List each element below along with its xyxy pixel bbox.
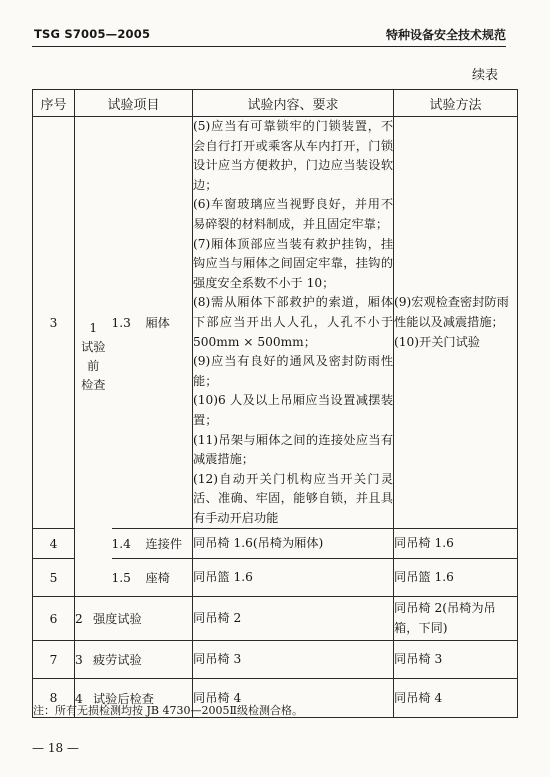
test-item-name: 强度试验 — [93, 612, 142, 627]
sub-item-name: 座椅 — [145, 571, 170, 586]
row-no: 3 — [33, 117, 75, 529]
table-row — [33, 597, 518, 641]
requirement-8: (8)需从厢体下部救护的索道，厢体下部应当开出人人孔，人孔不小于 500mm × 500mm； — [193, 295, 394, 349]
sub-item-no: 1.3 — [111, 316, 131, 331]
sub-item-no: 1.4 — [111, 537, 131, 552]
sub-item — [112, 559, 193, 597]
table-row — [33, 641, 518, 679]
requirement-11: (11)吊架与厢体之间的连接处应当有减震措施； — [193, 432, 394, 467]
method-cell: 同吊椅 1.6 — [394, 529, 518, 559]
method-cell: 同吊椅 3 — [394, 641, 518, 679]
group-text-1: 试验 — [81, 339, 106, 354]
table-note: 注：所有无损检测均按 JB 4730—2005Ⅱ级检测合格。 — [33, 704, 303, 717]
col-header-method: 试验方法 — [394, 90, 518, 117]
content-cell: 同吊椅 3 — [193, 641, 394, 679]
method-9: (9)宏观检查密封防雨性能以及减震措施； — [394, 295, 509, 329]
sub-item — [112, 117, 193, 529]
sub-item — [112, 529, 193, 559]
requirement-10: (10)6 人及以上吊厢应当设置减摆装置； — [193, 393, 394, 427]
test-item-no: 4 — [75, 691, 83, 706]
table-row — [33, 117, 518, 529]
table-header-row — [33, 90, 518, 117]
page-number: — 18 — — [32, 741, 79, 755]
method-cell: 同吊椅 2(吊椅为吊箱，下同) — [394, 597, 518, 641]
continued-label: 续表 — [471, 68, 498, 83]
row-no: 6 — [33, 597, 75, 641]
group-no: 1 — [89, 320, 98, 335]
requirement-7: (7)厢体顶部应当装有救护挂钩，挂钩应当与厢体之间固定牢靠，挂钩的强度安全系数不小于 10； — [193, 236, 394, 290]
content-cell: 同吊椅 2 — [193, 597, 394, 641]
method-10: (10)开关门试验 — [394, 334, 480, 349]
group-label — [75, 117, 112, 597]
row-no: 7 — [33, 641, 75, 679]
standard-code: TSG S7005—2005 — [34, 27, 151, 41]
sub-item-name: 连接件 — [145, 537, 183, 552]
test-item-no: 3 — [75, 653, 83, 668]
row-no: 4 — [33, 529, 75, 559]
method-cell: 同吊篮 1.6 — [394, 559, 518, 597]
requirement-9: (9)应当有良好的通风及密封防雨性能； — [193, 354, 394, 388]
content-cell: 同吊椅 1.6(吊椅为厢体) — [193, 529, 394, 559]
col-header-item: 试验项目 — [75, 90, 193, 117]
col-header-no: 序号 — [33, 90, 75, 117]
method-cell: 同吊椅 4 — [394, 679, 518, 718]
requirement-12: (12)自动开关门机构应当开关门灵活、准确、牢固，能够自锁，并且具有手动开启功能 — [193, 471, 394, 525]
requirement-6: (6)车窗玻璃应当视野良好，并用不易碎裂的材料制成，并且固定牢靠； — [193, 197, 394, 231]
row-no: 5 — [33, 559, 75, 597]
test-item-name: 试验后检查 — [93, 691, 154, 706]
test-item-name: 疲劳试验 — [93, 653, 142, 668]
method-cell — [394, 117, 518, 529]
content-cell: 同吊篮 1.6 — [193, 559, 394, 597]
row-no: 8 — [33, 679, 75, 718]
sub-item-name: 厢体 — [145, 316, 170, 331]
header-rule — [32, 46, 506, 47]
col-header-content: 试验内容、要求 — [193, 90, 394, 117]
test-item-no: 2 — [75, 612, 83, 627]
group-text-3: 检查 — [81, 377, 106, 392]
sub-item-no: 1.5 — [111, 571, 131, 586]
group-text-2: 前 — [87, 358, 100, 373]
test-table — [32, 89, 518, 718]
test-item — [75, 641, 193, 679]
test-item — [75, 597, 193, 641]
content-cell — [193, 117, 394, 529]
content-cell: 同吊椅 4 — [193, 679, 394, 718]
requirement-5: (5)应当有可靠锁牢的门锁装置，不会自行打开或乘客从车内打开，门锁设计应当方便救护，门边应当装设软边； — [193, 119, 394, 192]
standard-series-title: 特种设备安全技术规范 — [385, 28, 506, 42]
